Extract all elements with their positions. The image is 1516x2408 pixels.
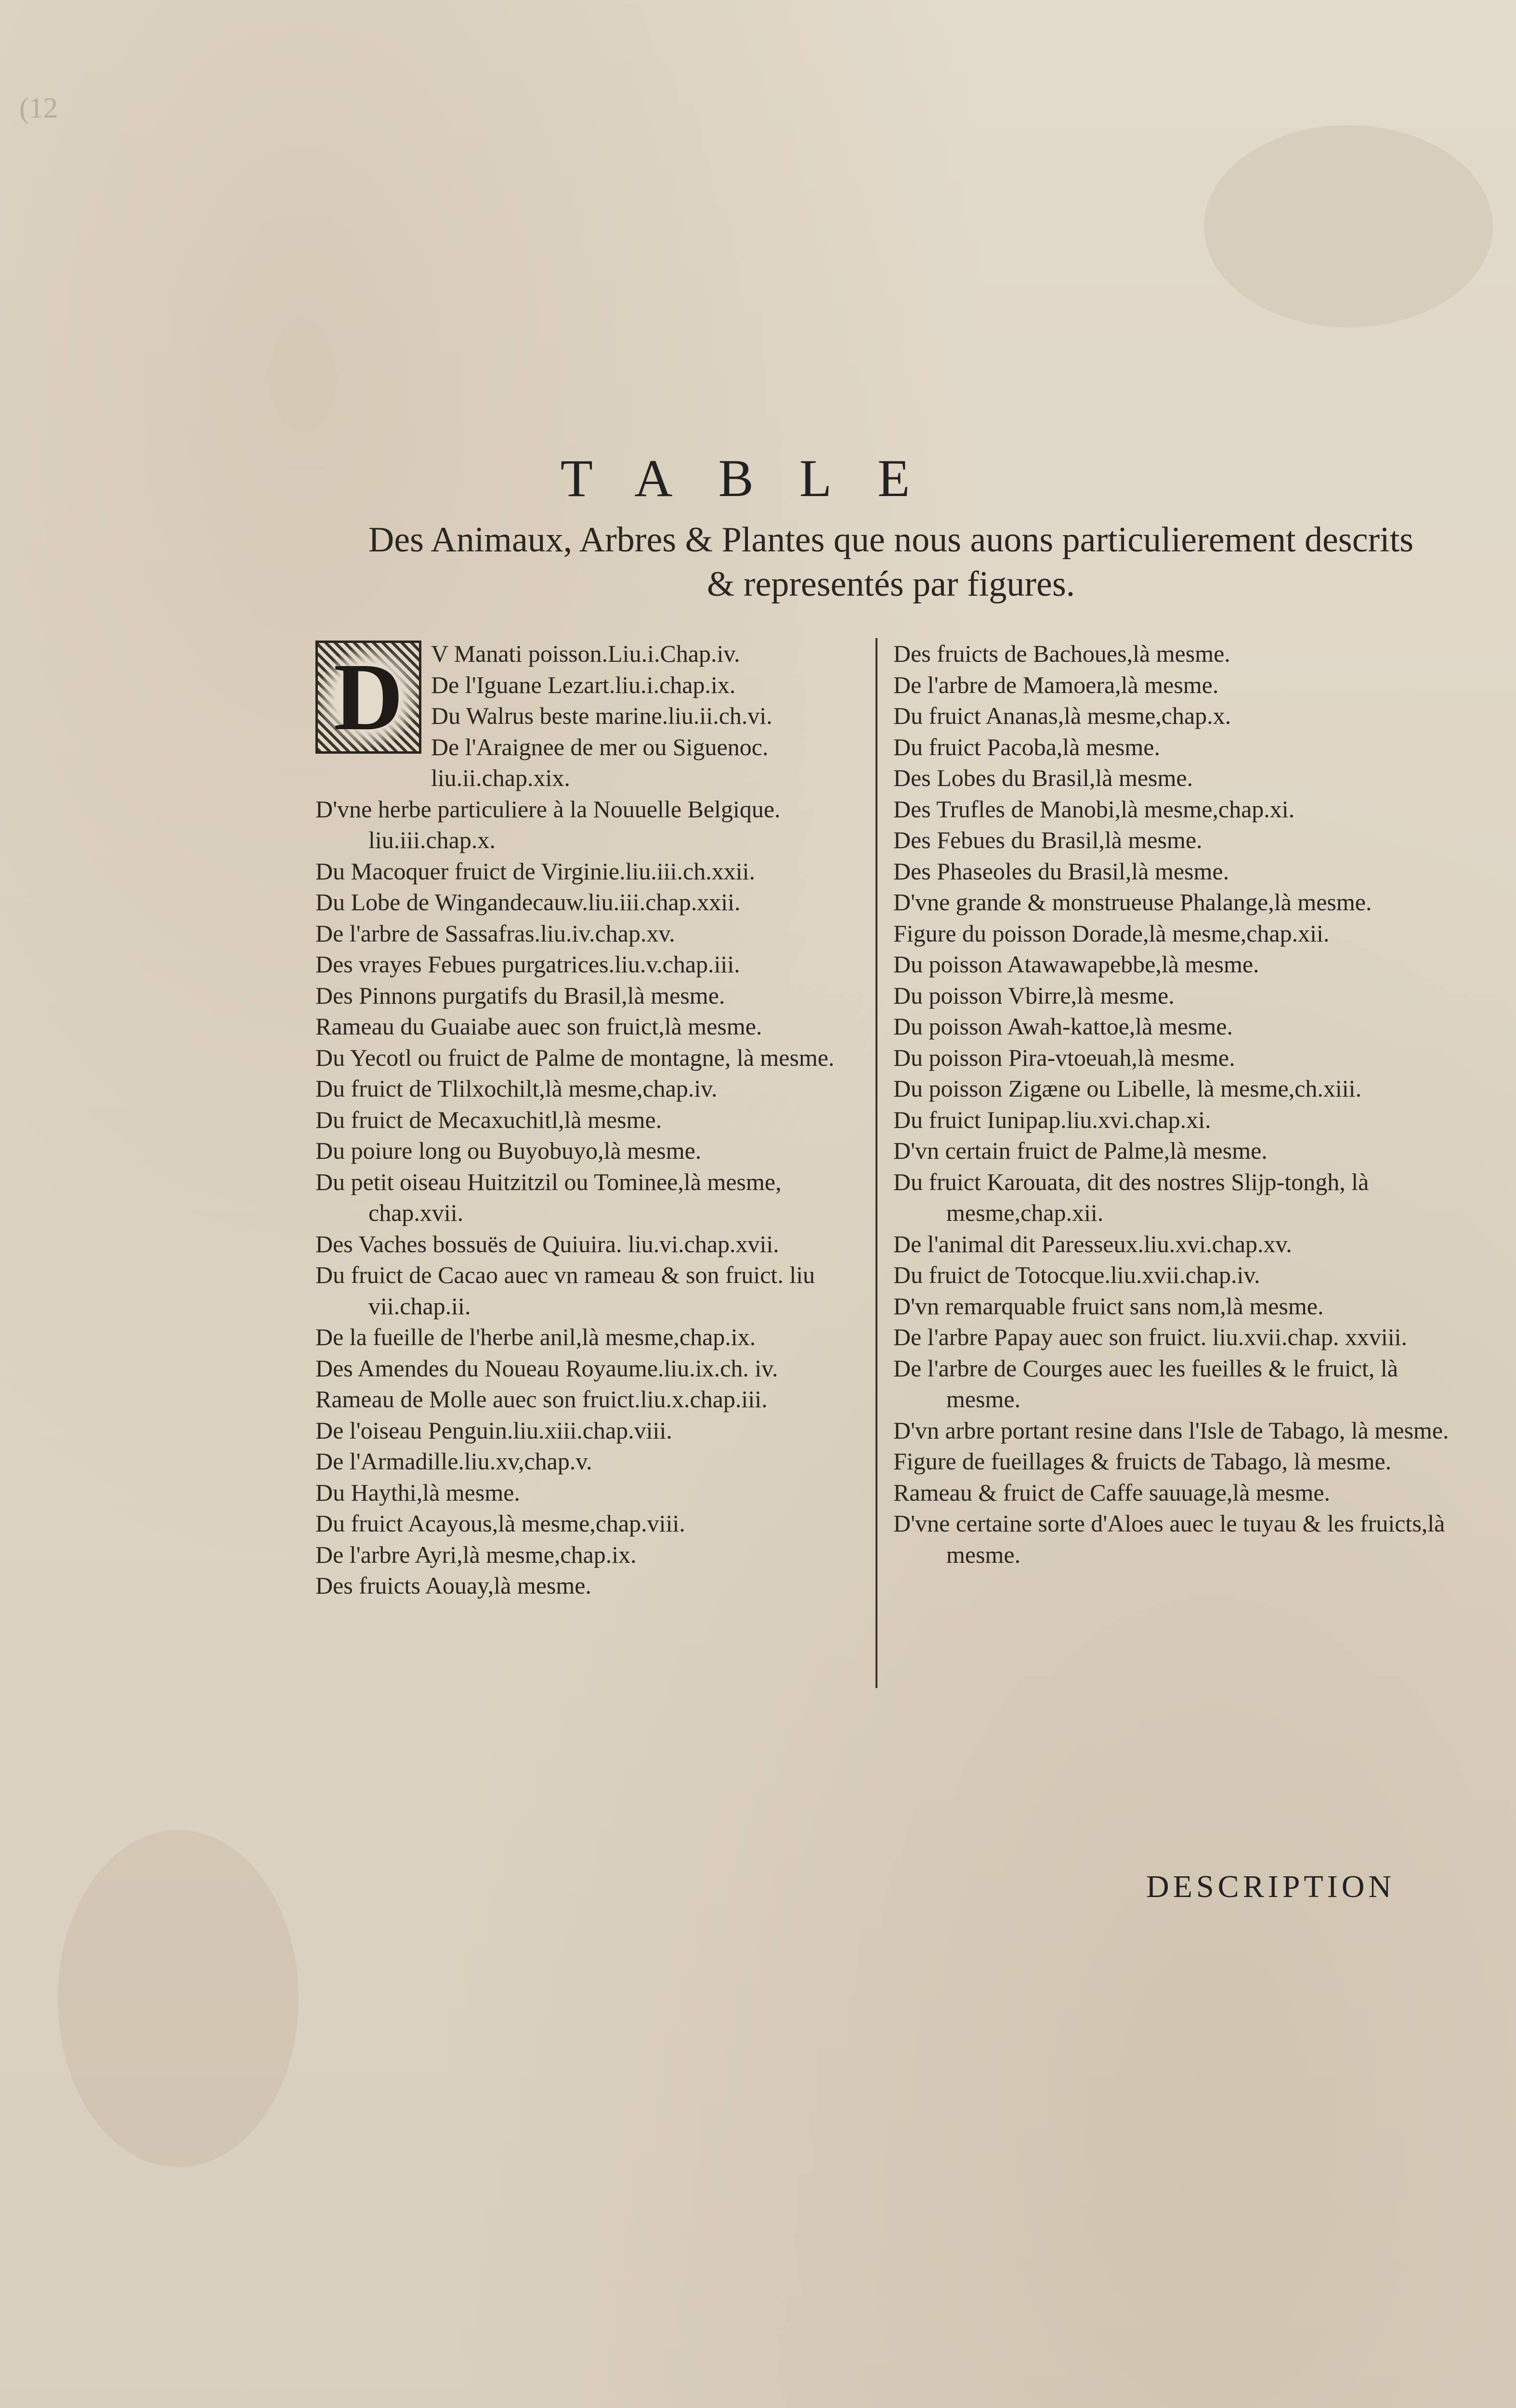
page-subtitle: Des Animaux, Arbres & Plantes que nous auons particulierement descrits & representés par figures.	[368, 520, 1414, 604]
index-entry: Du fruict Pacoba,là mesme.	[893, 733, 1160, 760]
index-entry: De l'arbre de Mamoera,là mesme.	[893, 671, 1219, 698]
index-entry: Des vrayes Febues purgatrices.liu.v.chap.iii.	[315, 951, 740, 978]
index-entry: Du fruict de Totocque.liu.xvii.chap.iv.	[893, 1261, 1260, 1288]
index-entry: Du poisson Awah-kattoe,là mesme.	[893, 1013, 1233, 1040]
index-entry: Figure du poisson Dorade,là mesme,chap.xii.	[893, 919, 1330, 947]
index-entry: De l'arbre Ayri,là mesme,chap.ix.	[315, 1541, 637, 1568]
index-entry: Du poisson Vbirre,là mesme.	[893, 982, 1175, 1009]
paper-stain	[58, 1830, 299, 2167]
index-entry: Des Pinnons purgatifs du Brasil,là mesme.	[315, 982, 725, 1009]
index-entry: D'vn certain fruict de Palme,là mesme.	[893, 1137, 1268, 1164]
index-entry: Du fruict Iunipap.liu.xvi.chap.xi.	[893, 1106, 1211, 1133]
index-entry: D'vne certaine sorte d'Aloes auec le tuyau & les fruicts,là mesme.	[893, 1510, 1445, 1568]
index-entry: De l'Armadille.liu.xv,chap.v.	[315, 1448, 592, 1475]
index-entry: De l'Araignee de mer ou Siguenoc. liu.ii.chap.xix.	[431, 733, 769, 791]
index-entry: D'vn arbre portant resine dans l'Isle de Tabago, là mesme.	[893, 1416, 1449, 1444]
index-entry: De l'oiseau Penguin.liu.xiii.chap.viii.	[315, 1416, 672, 1444]
index-entry: Des fruicts de Bachoues,là mesme.	[893, 640, 1230, 667]
folio-number: (12	[19, 92, 58, 124]
index-entry: V Manati poisson.Liu.i.Chap.iv.	[431, 640, 740, 667]
index-entry: Du fruict Karouata, dit des nostres Slijp-tongh, là mesme,chap.xii.	[893, 1168, 1369, 1226]
index-entry: De l'arbre de Courges auec les fueilles & le fruict, là mesme.	[893, 1354, 1398, 1413]
index-entry: Du fruict de Cacao auec vn rameau & son fruict. liu vii.chap.ii.	[315, 1261, 815, 1320]
index-entry: Des Lobes du Brasil,là mesme.	[893, 764, 1193, 791]
page-title: TABLE	[560, 449, 956, 508]
index-entry: D'vn remarquable fruict sans nom,là mesme.	[893, 1292, 1324, 1320]
index-entry: De l'animal dit Paresseux.liu.xvi.chap.xv.	[893, 1230, 1292, 1257]
drop-cap-letter: D	[318, 643, 419, 751]
index-entry: Rameau & fruict de Caffe sauuage,là mesme.	[893, 1479, 1331, 1506]
index-entry: De l'Iguane Lezart.liu.i.chap.ix.	[431, 671, 736, 698]
right-column	[893, 638, 1466, 1570]
index-entry: Du Lobe de Wingandecauw.liu.iii.chap.xxii.	[315, 889, 741, 916]
left-column	[315, 638, 874, 1601]
column-divider	[876, 638, 877, 1688]
index-entry: Du petit oiseau Huitzitzil ou Tominee,là mesme, chap.xvii.	[315, 1168, 782, 1226]
index-entry: Du Walrus beste marine.liu.ii.ch.vi.	[431, 702, 772, 729]
index-entry: Du fruict Acayous,là mesme,chap.viii.	[315, 1510, 685, 1537]
index-entry: Des Vaches bossuës de Quiuira. liu.vi.chap.xvii.	[315, 1230, 779, 1257]
paper-stain	[1204, 125, 1493, 327]
index-entry: Rameau du Guaiabe auec son fruict,là mesme.	[315, 1013, 762, 1040]
index-entry: De l'arbre de Sassafras.liu.iv.chap.xv.	[315, 919, 675, 947]
index-entry: Des Amendes du Noueau Royaume.liu.ix.ch. iv.	[315, 1354, 778, 1382]
index-entry: D'vne herbe particuliere à la Nouuelle Belgique. liu.iii.chap.x.	[315, 795, 781, 853]
index-entry: Du fruict Ananas,là mesme,chap.x.	[893, 702, 1231, 729]
index-entry: D'vne grande & monstrueuse Phalange,là mesme.	[893, 889, 1372, 916]
index-entry: Du fruict de Tlilxochilt,là mesme,chap.iv.	[315, 1075, 718, 1102]
index-entry: Du poiure long ou Buyobuyo,là mesme.	[315, 1137, 702, 1164]
index-entry: Des Phaseoles du Brasil,là mesme.	[893, 857, 1229, 885]
index-entry: Du poisson Pira-vtoeuah,là mesme.	[893, 1044, 1235, 1071]
index-entry: De la fueille de l'herbe anil,là mesme,chap.ix.	[315, 1323, 756, 1350]
index-entry: Du Macoquer fruict de Virginie.liu.iii.ch.xxii.	[315, 857, 756, 885]
index-entry: Des Trufles de Manobi,là mesme,chap.xi.	[893, 795, 1295, 823]
catchword: DESCRIPTION	[1146, 1869, 1396, 1904]
index-entry: Figure de fueillages & fruicts de Tabago, là mesme.	[893, 1448, 1392, 1475]
index-entry: Des fruicts Aouay,là mesme.	[315, 1572, 591, 1599]
index-entry: Du Yecotl ou fruict de Palme de montagne, là mesme.	[315, 1044, 835, 1071]
index-entry: Rameau de Molle auec son fruict.liu.x.chap.iii.	[315, 1386, 768, 1413]
index-entry: Du poisson Zigæne ou Libelle, là mesme,ch.xiii.	[893, 1075, 1362, 1102]
index-entry: De l'arbre Papay auec son fruict. liu.xvii.chap. xxviii.	[893, 1323, 1408, 1350]
index-entry: Des Febues du Brasil,là mesme.	[893, 826, 1202, 853]
index-entry: Du Haythi,là mesme.	[315, 1479, 520, 1506]
index-entry: Du poisson Atawawapebbe,là mesme.	[893, 951, 1259, 978]
index-entry: Du fruict de Mecaxuchitl,là mesme.	[315, 1106, 662, 1133]
